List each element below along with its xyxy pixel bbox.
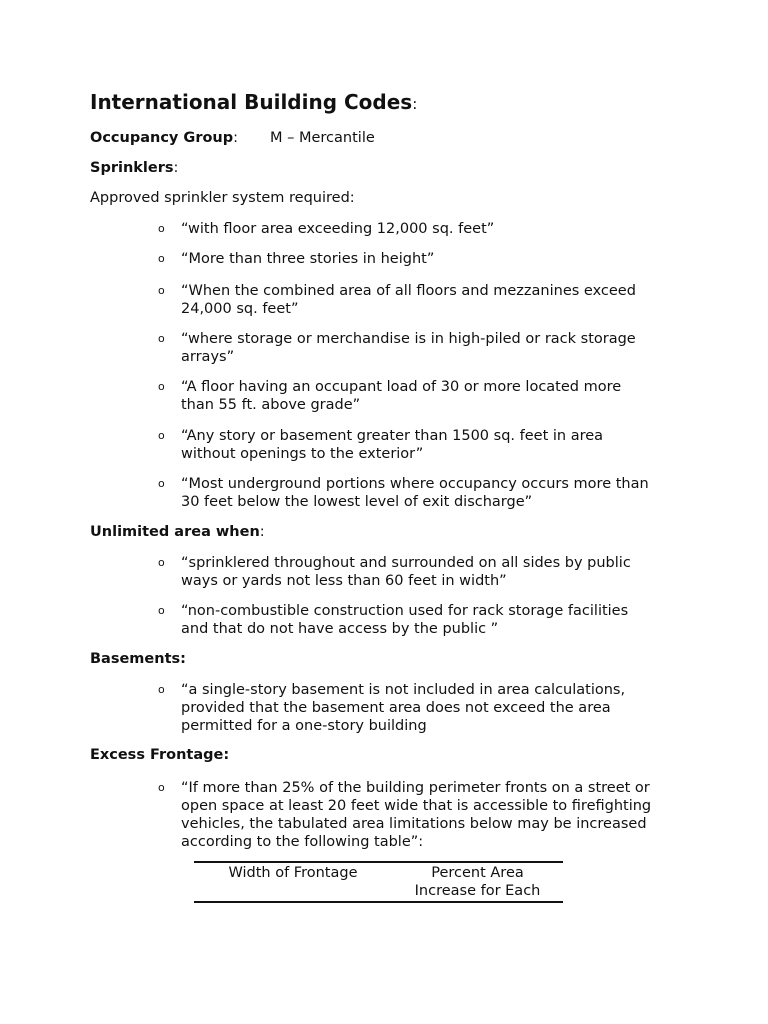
list-item-line: “When the combined area of all floors and mezzanines exceed [181,283,636,299]
list-item-text [181,475,681,511]
list-item-line: “with floor area exceeding 12,000 sq. feet” [181,221,495,237]
bullet-marker: o [158,683,165,696]
list-item-line: without openings to the exterior” [181,446,424,462]
basements-heading: Basements: [90,651,186,667]
table-header-percent-line2: Increase for Each [414,883,541,899]
list-item-line: “a single-story basement is not included in area calculations, [181,682,626,698]
list-item-line: vehicles, the tabulated area limitations below may be increased [181,816,647,832]
list-item-line: 30 feet below the lowest level of exit discharge” [181,494,533,510]
list-item-line: and that do not have access by the public ” [181,621,499,637]
list-item-text [181,330,681,366]
bullet-marker: o [158,477,165,490]
table-header-percent-line1: Percent Area [431,865,524,881]
list-item-text [181,282,681,318]
document-title [90,90,417,114]
list-item-line: permitted for a one-story building [181,718,427,734]
bullet-marker: o [158,556,165,569]
list-item-line: “Most underground portions where occupancy occurs more than [181,476,649,492]
bullet-marker: o [158,429,165,442]
list-item-text [181,250,681,268]
list-item-line: “More than three stories in height” [181,251,435,267]
sprinklers-heading [90,159,178,177]
unlimited-heading [90,523,265,541]
list-item-text [181,378,681,414]
occupancy-colon: : [233,130,239,146]
list-item-line: provided that the basement area does not exceed the area [181,700,611,716]
list-item-line: ways or yards not less than 60 feet in width” [181,573,507,589]
frontage-table [194,861,563,903]
title-colon: : [412,95,418,113]
sprinklers-colon: : [173,160,179,176]
bullet-marker: o [158,284,165,297]
occupancy-label: Occupancy Group [90,130,234,146]
list-item-text [181,427,681,463]
list-item-line: according to the following table”: [181,834,424,850]
frontage-heading: Excess Frontage: [90,747,230,763]
list-item-line: than 55 ft. above grade” [181,397,361,413]
list-item-text [181,220,681,238]
list-item-line: “Any story or basement greater than 1500 sq. feet in area [181,428,604,444]
bullet-marker: o [158,222,165,235]
bullet-marker: o [158,781,165,794]
table-header-percent [392,864,563,900]
bullet-marker: o [158,252,165,265]
list-item-line: “sprinklered throughout and surrounded on all sides by public [181,555,631,571]
list-item-line: open space at least 20 feet wide that is accessible to firefighting [181,798,652,814]
list-item-text [181,681,681,735]
list-item-line: “If more than 25% of the building perimeter fronts on a street or [181,780,650,796]
list-item-line: “non-combustible construction used for rack storage facilities [181,603,629,619]
sprinklers-intro: Approved sprinkler system required: [90,190,355,206]
list-item-text [181,554,681,590]
sprinklers-heading-text: Sprinklers [90,160,174,176]
list-item-text [181,602,681,638]
bullet-marker: o [158,604,165,617]
occupancy-line [90,129,375,147]
unlimited-colon: : [259,524,265,540]
title-text: International Building Codes [90,90,413,114]
bullet-marker: o [158,332,165,345]
bullet-marker: o [158,380,165,393]
occupancy-value: M – Mercantile [270,130,375,146]
list-item-line: arrays” [181,349,235,365]
list-item-line: “where storage or merchandise is in high-piled or rack storage [181,331,636,347]
unlimited-heading-text: Unlimited area when [90,524,260,540]
list-item-line: 24,000 sq. feet” [181,301,299,317]
list-item-line: “A floor having an occupant load of 30 or more located more [181,379,622,395]
list-item-text [181,779,681,851]
table-header-width: Width of Frontage [228,865,358,881]
